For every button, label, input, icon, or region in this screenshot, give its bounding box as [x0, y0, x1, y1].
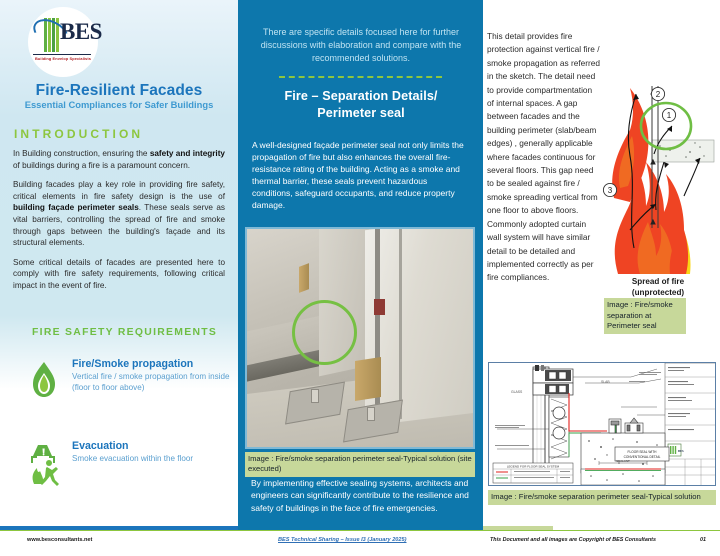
svg-text:GLASS: GLASS	[511, 390, 523, 394]
figure-caption: Image : Fire/smoke separation at Perimeter seal	[604, 298, 686, 334]
requirement-item-evacuation	[22, 440, 234, 465]
svg-text:BES: BES	[678, 449, 684, 453]
svg-text:FLOOR SEAL WITH: FLOOR SEAL WITH	[627, 450, 657, 454]
middle-section-title: Fire – Separation Details/ Perimeter seal	[284, 89, 438, 120]
svg-text:1: 1	[666, 111, 672, 120]
requirement-text	[72, 358, 234, 393]
middle-lead-text: There are specific details focused here for further discussions with elaboration and compare with the recommended solutions.	[260, 27, 462, 64]
page-footer	[0, 531, 720, 556]
requirement-text	[72, 440, 234, 465]
left-column	[0, 0, 238, 526]
logo-tagline: Building Envelop Specialists	[35, 56, 91, 61]
perimeter-seal-site-photo	[245, 227, 475, 449]
footer-website[interactable]: www.besconsultants.net	[27, 537, 93, 543]
intro-paragraph-1: In Building construction, ensuring the safety and integrity of buildings during a fire is a paramount concern.	[13, 149, 225, 170]
drawing-caption: Image : Fire/smoke separation perimeter seal-Typical solution	[488, 490, 716, 505]
right-body-text: This detail provides fire protection against vertical fire / smoke propagation as referred in the sketch. The detail need to provide compartmentation of internal spaces. A gap between facades and the building perimeter (slab/beam edges) , generally applicable where facades continuous for several floors. This gap need to be sealed against fire / smoke spreading vertical from one floor to above floors. Commonly adopted curtain wall system will have similar detail to be detailed and implemented correctly as per fire compliances.	[487, 31, 600, 283]
requirement-description: Vertical fire / smoke propagation from inside (floor to floor above)	[72, 372, 230, 392]
requirement-title: Evacuation	[72, 440, 129, 452]
middle-body-text: A well-designed façade perimeter seal not only limits the propagation of fire but also enhances the overall fire-resistance rating of the building. Acting as a smoke and thermal barrier, these seals prevent hazardous conditions, safeguard occupants, and reduce property damage.	[252, 140, 464, 211]
page-title: Fire-Resilient Facades	[35, 82, 203, 99]
footer-copyright: This Document and all images are Copyright of BES Consultants	[490, 537, 656, 543]
svg-text:2: 2	[655, 90, 661, 99]
dashed-divider	[279, 76, 442, 78]
figure-title	[600, 276, 716, 298]
perimeter-seal-cad-drawing	[488, 362, 716, 486]
page-subtitle: Essential Compliances for Safer Buildings	[24, 99, 214, 110]
middle-image-caption: Image : Fire/smoke separation perimeter seal-Typical solution (site executed)	[245, 452, 475, 477]
intro-paragraph-2: Building facades play a key role in providing fire safety, critical elements in fire safety design is the use of building façade perimeter seals. These seals serve as vital barriers, controlling the spread of fire and smoke through gaps between the building's façade and its structural elements.	[13, 180, 226, 248]
footer-page-number: 01	[700, 537, 706, 543]
spread-of-fire-illustration	[600, 78, 716, 274]
footer-issue-link[interactable]: BES Technical Sharing – Issue I3 (January 2025)	[278, 537, 407, 543]
photo-highlight-ring	[292, 300, 357, 365]
intro-paragraph-3: Some critical details of facades are presented here to comply with fire safety requirements, following critical impact in the event of fire.	[13, 257, 225, 290]
figure-title-line2: (unprotected)	[631, 288, 685, 297]
bes-logo	[22, 4, 102, 82]
svg-text:SLAB: SLAB	[601, 380, 610, 384]
svg-text:SEALANT: SEALANT	[616, 459, 630, 463]
fire-safety-requirements-heading: FIRE SAFETY REQUIREMENTS	[32, 327, 218, 338]
introduction-body	[13, 148, 225, 300]
svg-text:CONVENTIONAL DETAIL: CONVENTIONAL DETAIL	[623, 455, 661, 459]
requirement-item-fire-smoke	[22, 358, 234, 393]
svg-text:LEGEND FOR FLOOR SEAL SYSTEM: LEGEND FOR FLOOR SEAL SYSTEM	[506, 464, 560, 469]
introduction-heading: INTRODUCTION	[14, 127, 144, 141]
logo-divider	[33, 54, 91, 55]
svg-text:3: 3	[607, 186, 613, 195]
flame-icon	[22, 360, 66, 404]
logo-wordmark: BES	[60, 19, 102, 44]
requirement-title: Fire/Smoke propagation	[72, 358, 194, 370]
middle-closing-text: By implementing effective sealing systems, architects and engineers can significantly contribute to the resilience and safety of buildings in the face of fire emergencies.	[251, 478, 469, 513]
evacuation-icon	[22, 442, 66, 486]
figure-title-line1: Spread of fire	[631, 277, 685, 286]
requirement-description: Smoke evacuation within the floor	[72, 454, 194, 463]
